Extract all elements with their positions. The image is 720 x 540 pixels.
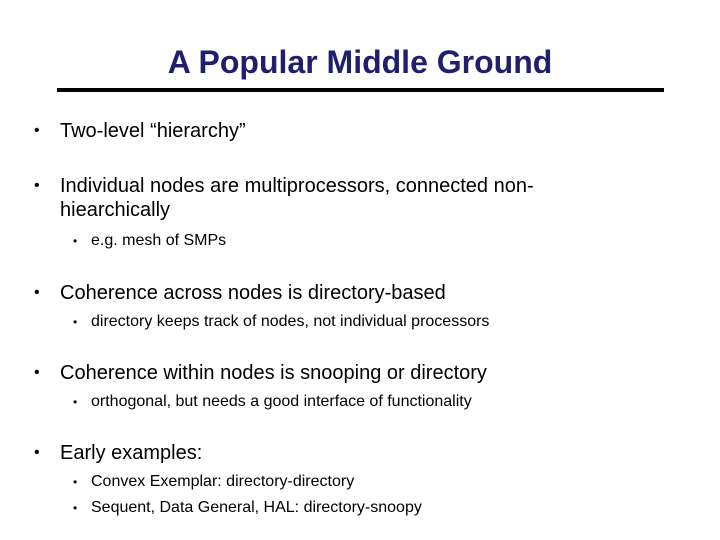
bullet-dot: •: [34, 177, 40, 194]
bullet-dot: •: [34, 364, 40, 381]
bullet-item: [34, 174, 660, 222]
bullet-text: Coherence across nodes is directory-based: [60, 282, 446, 304]
sub-bullet-dot: •: [73, 234, 78, 248]
sub-bullet-text: directory keeps track of nodes, not individual processors: [91, 313, 490, 330]
sub-bullet-item: [73, 498, 651, 518]
bullet-item: [34, 441, 660, 465]
sub-bullet-item: [73, 392, 651, 412]
sub-bullet-item: [73, 231, 651, 251]
sub-bullet-dot: •: [73, 475, 78, 489]
sub-bullet-text: e.g. mesh of SMPs: [91, 232, 227, 249]
sub-bullet-item: [73, 312, 651, 332]
sub-bullet-item: [73, 472, 651, 492]
bullet-text-line-1: Individual nodes are multiprocessors, connected non-: [60, 175, 534, 197]
bullet-item: [34, 361, 660, 385]
sub-bullet-dot: •: [73, 501, 78, 515]
sub-bullet-text: orthogonal, but needs a good interface of functionality: [91, 393, 472, 410]
slide-title: A Popular Middle Ground: [167, 44, 553, 80]
sub-bullet-text: Convex Exemplar: directory-directory: [91, 473, 355, 490]
sub-bullet-text: Sequent, Data General, HAL: directory-snoopy: [91, 499, 422, 516]
bullet-text: Early examples:: [60, 442, 203, 464]
sub-bullet-dot: •: [73, 315, 78, 329]
sub-bullet-dot: •: [73, 395, 78, 409]
bullet-item: [34, 119, 660, 143]
bullet-text-line-2: hiearchically: [60, 199, 171, 221]
bullet-text: Two-level “hierarchy”: [60, 120, 246, 142]
bullet-item: [34, 281, 660, 305]
bullet-dot: •: [34, 284, 40, 301]
bullet-dot: •: [34, 444, 40, 461]
bullet-text: Coherence within nodes is snooping or directory: [60, 362, 487, 384]
bullet-dot: •: [34, 122, 40, 139]
